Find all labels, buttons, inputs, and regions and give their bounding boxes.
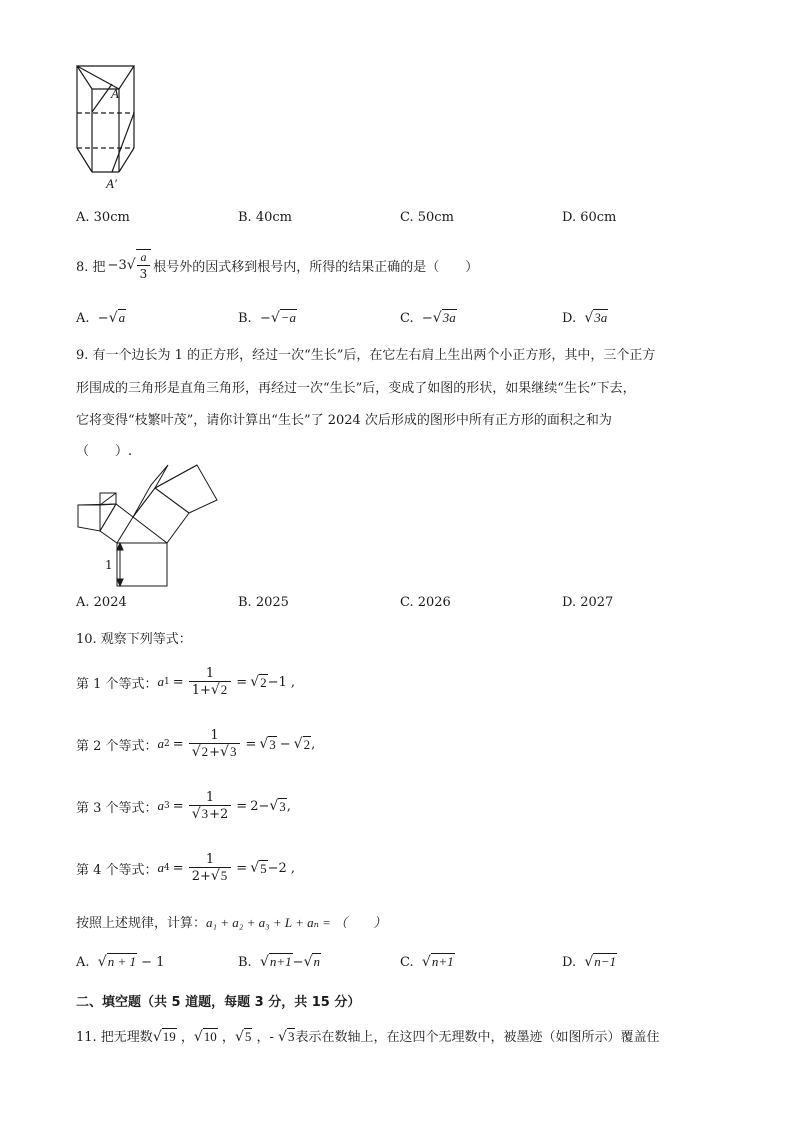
q9-option-c[interactable]: C. 2026 <box>400 595 451 610</box>
q10-option-a[interactable]: A. √n + 1 − 1 <box>76 954 165 970</box>
sqrt-icon: √ <box>432 310 442 326</box>
result-radicand: 5 <box>260 860 267 876</box>
equation-prefix: 第 3 个等式： <box>76 800 158 816</box>
ask-expression: a₁ + a₂ + a₃ + L + aₙ = （ ） <box>206 915 387 930</box>
equation-fraction: $\frac{1}{2+√5}$ <box>189 852 232 885</box>
q9-line-1: 9. 有一个边长为 1 的正方形，经过一次“生长”后，在它左右肩上生出两个小正方形，其中，三个正方 <box>76 348 656 363</box>
q10-ask <box>76 912 386 931</box>
q11-prefix: 11. 把无理数 <box>76 1030 153 1045</box>
equation-term: a <box>157 674 165 689</box>
denom-part: + <box>209 744 221 760</box>
q10-option-b[interactable]: B. √n+1−√n <box>238 954 320 970</box>
q8-suffix: 根号外的因式移到根号内，所得的结果正确的是（ ） <box>153 259 479 275</box>
option-sign: − <box>259 311 271 326</box>
ask-prefix: 按照上述规律，计算： <box>76 916 207 931</box>
q8-frac-den: 3 <box>137 265 151 282</box>
denom-part: 1+ <box>191 682 211 698</box>
result-tail: −1 , <box>267 674 296 690</box>
equals-sign: = <box>172 674 184 690</box>
option-label: C. <box>400 311 414 326</box>
q11-radicand: 19 <box>162 1029 176 1044</box>
denom-radicand: 3 <box>201 805 209 821</box>
equation-sub: 4 <box>164 863 170 873</box>
equation-1: 第 1 个等式： a 1 = $\frac{1}{1+√2}$ = √ 2 −1 , <box>76 665 296 698</box>
option-label: B. <box>238 311 252 326</box>
option-sign: − <box>421 311 433 326</box>
q7-option-d[interactable]: D. 60cm <box>562 210 617 225</box>
option-label: D. <box>562 955 577 970</box>
equation-2: 第 2 个等式： a 2 = $\frac{1}{√2+√3}$ = √ 3 − √ 2 , <box>76 727 316 760</box>
equation-prefix: 第 2 个等式： <box>76 738 158 754</box>
denom-part: +2 <box>209 806 229 822</box>
q10-option-c[interactable]: C. √n+1 <box>400 954 454 970</box>
denom-radicand: 2 <box>201 743 209 759</box>
q11-radicand: 3 <box>287 1029 295 1044</box>
equation-prefix: 第 1 个等式： <box>76 676 158 692</box>
q8-option-d[interactable] <box>562 310 608 326</box>
option-tail: − <box>292 955 304 970</box>
option-radicand: n <box>313 954 320 969</box>
equation-3: 第 3 个等式： a 3 = $\frac{1}{√3+2}$ = 2− √ 3 , <box>76 789 291 822</box>
equation-sub: 1 <box>164 677 170 687</box>
q9-line-2: 形围成的三角形是直角三角形，再经过一次“生长”后，变成了如图的形状，如果继续“生长”下去， <box>76 381 636 396</box>
equation-fraction: $\frac{1}{1+√2}$ <box>189 666 232 699</box>
result-radicand: 2 <box>303 736 311 752</box>
result-tail: −2 , <box>267 860 296 876</box>
result-radicand: 3 <box>269 736 276 752</box>
q8-question <box>76 250 478 280</box>
denom-radicand: 3 <box>229 743 237 759</box>
option-radicand: −a <box>280 310 297 325</box>
sqrt-icon: √ <box>108 310 118 326</box>
pythagoras-tree-figure <box>72 458 222 590</box>
option-label: A. <box>76 311 90 326</box>
option-label: C. <box>400 955 414 970</box>
q8-prefix: 8. 把 <box>76 259 106 275</box>
q10-option-d[interactable]: D. √n−1 <box>562 954 617 970</box>
q8-frac-num: a <box>140 249 147 264</box>
equation-fraction: $\frac{1}{√2+√3}$ <box>189 728 241 761</box>
q7-option-b[interactable]: B. 40cm <box>238 210 292 225</box>
q8-coef: −3 <box>107 257 127 273</box>
vertex-label-a: A <box>111 86 119 101</box>
section-heading: 二、填空题（共 5 道题，每题 3 分，共 15 分） <box>76 995 361 1010</box>
q11-radicand: 5 <box>244 1029 252 1044</box>
result-mid: − <box>279 736 291 752</box>
q9-line-3: 它将变得“枝繁叶茂”，请你计算出“生长”了 2024 次后形成的图形中所有正方形的面积之和为 <box>76 413 612 428</box>
option-label: D. <box>562 311 577 326</box>
fig-side-label: 1 <box>105 558 113 572</box>
q8-option-b[interactable] <box>238 310 297 326</box>
option-radicand: n + 1 <box>107 954 136 969</box>
result-pre: 2− <box>250 798 270 814</box>
q9-line-4: （ ）. <box>76 444 133 459</box>
result-radicand: 2 <box>260 674 267 690</box>
q8-radical-fraction <box>136 249 152 282</box>
denom-radicand: 5 <box>220 867 228 883</box>
result-tail: , <box>286 798 291 814</box>
q7-option-a[interactable]: A. 30cm <box>76 210 130 225</box>
option-label: B. <box>238 955 252 970</box>
option-sign: − <box>97 311 109 326</box>
option-tail: − 1 <box>141 955 165 970</box>
equation-sub: 2 <box>164 739 170 749</box>
q11-suffix: 表示在数轴上，在这四个无理数中，被墨迹（如图所示）覆盖住 <box>295 1030 660 1045</box>
q8-option-a[interactable] <box>76 310 126 326</box>
option-radicand: a <box>118 310 126 325</box>
equation-fraction: $\frac{1}{√3+2}$ <box>189 790 232 823</box>
sqrt-icon: √ <box>270 310 280 326</box>
option-label: A. <box>76 955 90 970</box>
result-tail: , <box>311 736 316 752</box>
option-radicand: n+1 <box>431 954 454 969</box>
q11-radicand: 10 <box>203 1029 217 1044</box>
prism-figure <box>70 60 140 200</box>
sqrt-icon: √ <box>584 310 594 326</box>
option-radicand: 3a <box>442 310 456 325</box>
vertex-label-a-prime: A′ <box>106 176 117 191</box>
q8-option-c[interactable] <box>400 310 457 326</box>
denom-part: 2+ <box>191 868 211 884</box>
option-radicand: n−1 <box>594 954 617 969</box>
q7-option-c[interactable]: C. 50cm <box>400 210 454 225</box>
result-radicand: 3 <box>279 798 286 814</box>
equation-sub: 3 <box>164 801 170 811</box>
option-radicand: 3a <box>594 310 608 325</box>
equation-4: 第 4 个等式： a 4 = $\frac{1}{2+√5}$ = √ 5 −2 , <box>76 851 296 884</box>
denom-radicand: 2 <box>220 681 228 697</box>
sqrt-icon: √ <box>126 257 136 273</box>
equation-prefix: 第 4 个等式： <box>76 862 158 878</box>
q9-option-a[interactable]: A. 2024 <box>76 595 127 610</box>
q10-intro: 10. 观察下列等式： <box>76 632 192 647</box>
option-radicand: n+1 <box>269 954 292 969</box>
q9-option-b[interactable]: B. 2025 <box>238 595 289 610</box>
q9-option-d[interactable]: D. 2027 <box>562 595 614 610</box>
q11-question: 11. 把无理数√19 ，√10 ，√5 ，- √3表示在数轴上，在这四个无理数中，被墨迹（如图所示）覆盖住 <box>76 1029 660 1045</box>
